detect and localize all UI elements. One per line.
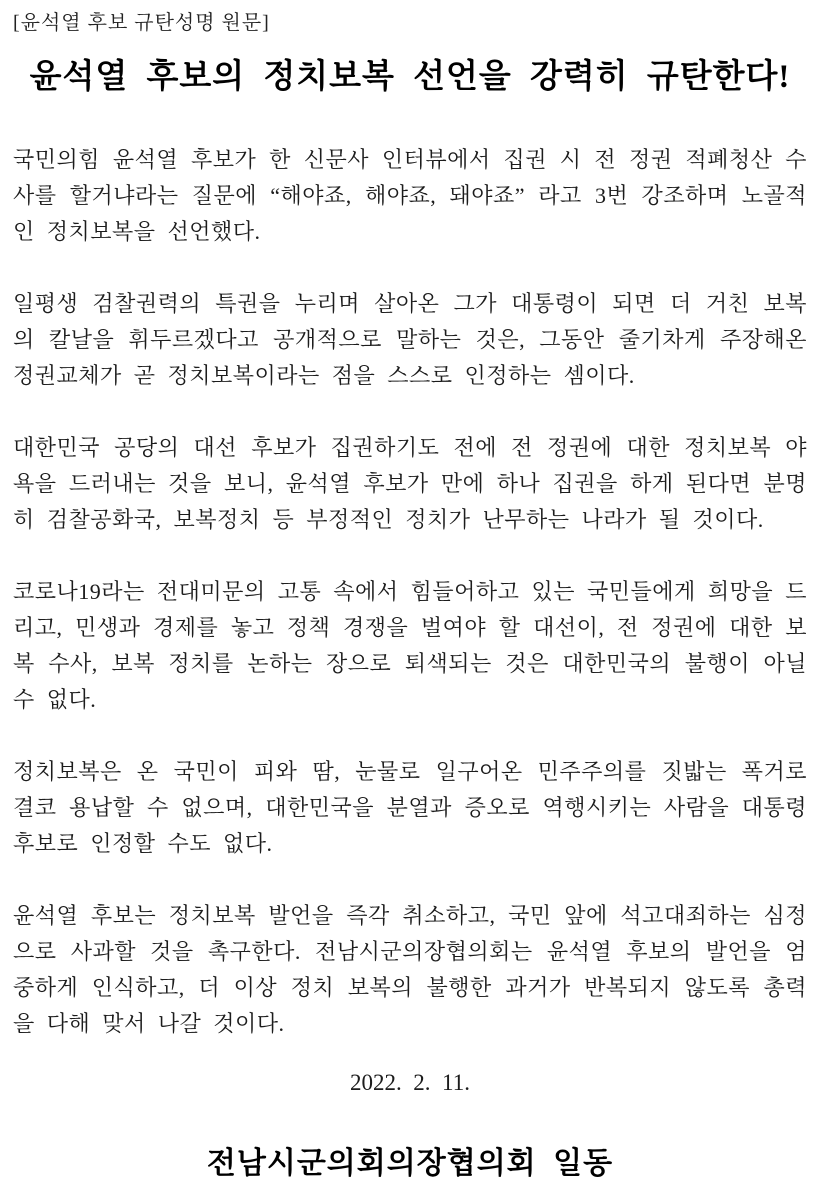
statement-paragraph-3: 대한민국 공당의 대선 후보가 집권하기도 전에 전 정권에 대한 정치보복 야욕을 드러내는 것을 보니, 윤석열 후보가 만에 하나 집권을 하게 된다면 분명히 검찰공화국, 보복정치 등 부정적인 정치가 난무하는 나라가 될 것이다. [13,435,807,532]
statement-paragraph-4: 코로나19라는 전대미문의 고통 속에서 힘들어하고 있는 국민들에게 희망을 드리고, 민생과 경제를 놓고 정책 경쟁을 벌여야 할 대선이, 전 정권에 대한 보복 수사, 보복 정치를 논하는 장으로 퇴색되는 것은 대한민국의 불행이 아닐 수 없다. [13,579,807,712]
statement-paragraph-6: 윤석열 후보는 정치보복 발언을 즉각 취소하고, 국민 앞에 석고대죄하는 심정으로 사과할 것을 촉구한다. 전남시군의장협의회는 윤석열 후보의 발언을 엄중하게 인식하고, 더 이상 정치 보복의 불행한 과거가 반복되지 않도록 총력을 다해 맞서 나갈 것이다. [13,903,807,1036]
statement-body [13,142,807,1042]
document-title: 윤석열 후보의 정치보복 선언을 강력히 규탄한다! [29,59,791,95]
document-header-label: [윤석열 후보 규탄성명 원문] [13,12,270,34]
statement-paragraph-5: 정치보복은 온 국민이 피와 땀, 눈물로 일구어온 민주주의를 짓밟는 폭거로 결코 용납할 수 없으며, 대한민국을 분열과 증오로 역행시키는 사람을 대통령 후보로 인정할 수도 없다. [13,759,807,856]
statement-paragraph-2: 일평생 검찰권력의 특권을 누리며 살아온 그가 대통령이 되면 더 거친 보복의 칼날을 휘두르겠다고 공개적으로 말하는 것은, 그동안 줄기차게 주장해온 정권교체가 곧 정치보복이라는 점을 스스로 인정하는 셈이다. [13,291,807,388]
statement-paragraph-1: 국민의힘 윤석열 후보가 한 신문사 인터뷰에서 집권 시 전 정권 적폐청산 수사를 할거냐라는 질문에 “해야죠, 해야죠, 돼야죠” 라고 3번 강조하며 노골적인 정치보복을 선언했다. [13,147,807,244]
statement-signature: 전남시군의회의장협의회 일동 [206,1147,614,1180]
statement-date: 2022. 2. 11. [350,1070,470,1095]
